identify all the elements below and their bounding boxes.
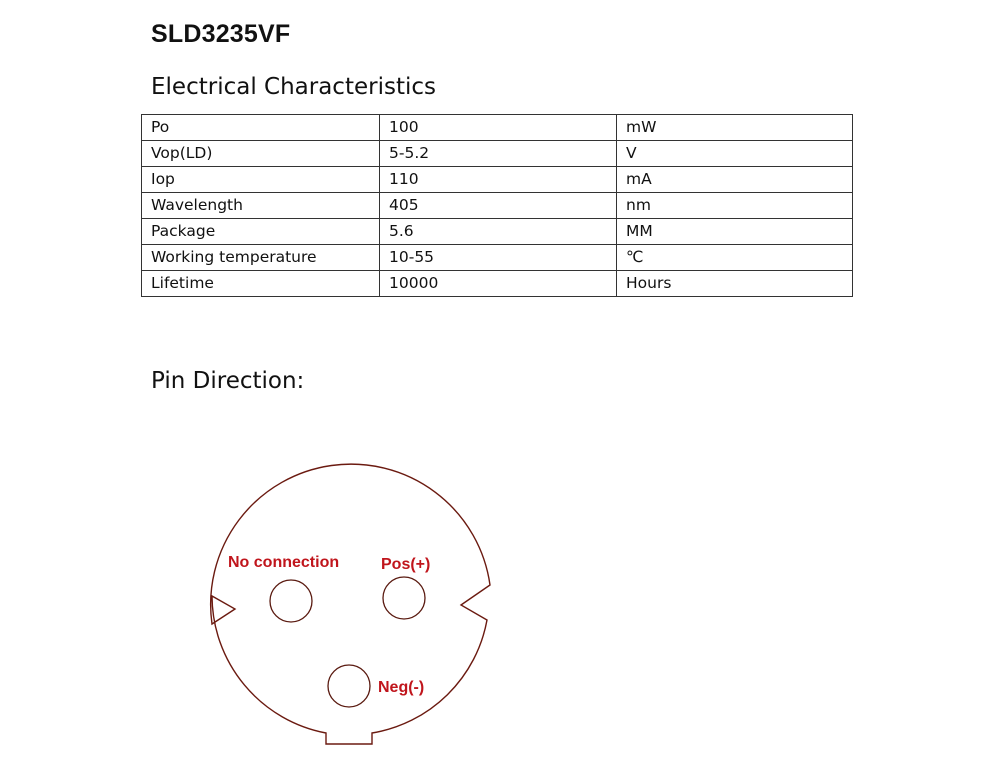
value-cell: 100 [380,115,617,141]
param-cell: Working temperature [142,245,380,271]
param-cell: Lifetime [142,271,380,297]
param-cell: Vop(LD) [142,141,380,167]
neg-pin [328,665,370,707]
unit-cell: MM [617,219,853,245]
value-cell: 405 [380,193,617,219]
param-cell: Wavelength [142,193,380,219]
param-cell: Iop [142,167,380,193]
param-cell: Po [142,115,380,141]
value-cell: 110 [380,167,617,193]
param-cell: Package [142,219,380,245]
pos-pin [383,577,425,619]
value-cell: 5-5.2 [380,141,617,167]
unit-cell: V [617,141,853,167]
pin-direction-heading: Pin Direction: [151,368,305,394]
unit-cell: mA [617,167,853,193]
electrical-characteristics-heading: Electrical Characteristics [151,74,436,100]
value-cell: 10-55 [380,245,617,271]
value-cell: 5.6 [380,219,617,245]
value-cell: 10000 [380,271,617,297]
unit-cell: mW [617,115,853,141]
unit-cell: ℃ [617,245,853,271]
no-connection-label: No connection [228,554,340,571]
product-title: SLD3235VF [151,20,291,48]
neg-label: Neg(-) [378,679,425,696]
package-outline [211,464,490,744]
pos-label: Pos(+) [381,556,431,573]
unit-cell: Hours [617,271,853,297]
unit-cell: nm [617,193,853,219]
no-connection-pin [270,580,312,622]
